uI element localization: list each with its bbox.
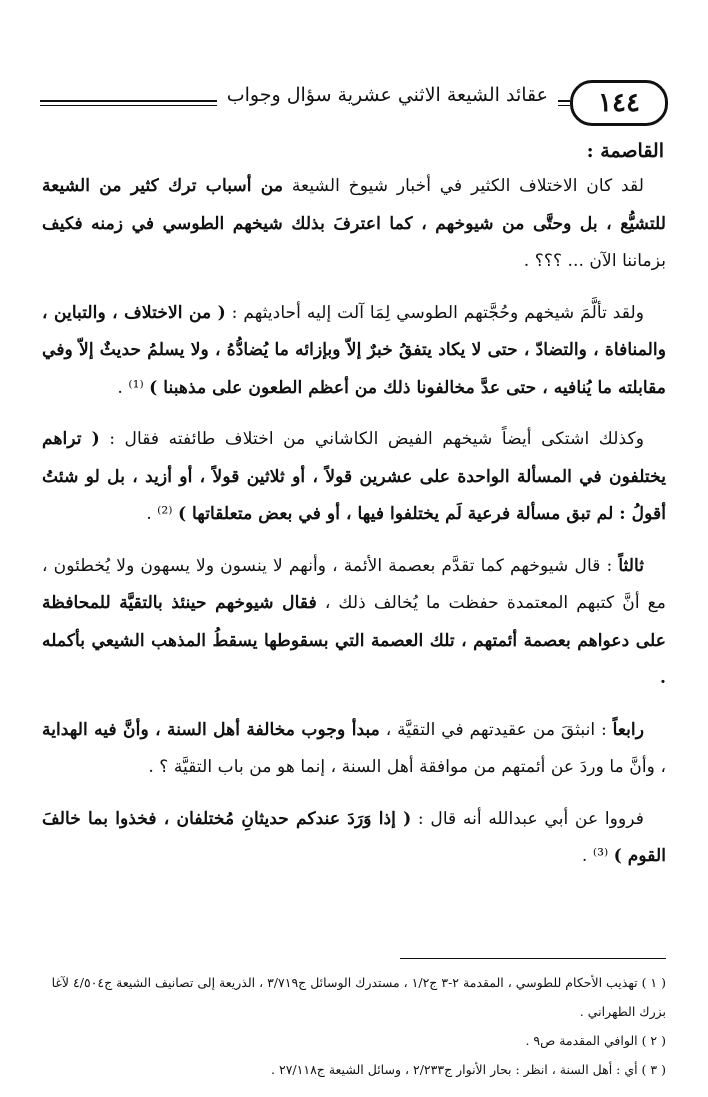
paragraph (42, 421, 666, 534)
bold-text: فقال شيوخهم حينئذ بالتقيَّة للمحافظة على دعواهم بعصمة أئمتهم ، تلك العصمة التي بسقوطها يسقطُ المذهب الشيعي بأكمله . (42, 593, 666, 688)
text-run: ولقد تألَّمَ شيخهم وحُجَّتهم الطوسي لِمَا آلت إليه أحاديثهم : (225, 302, 644, 323)
footnotes (42, 968, 666, 1084)
bold-text: من أسباب ترك كثير من الشيعة للتشيُّع ، بل وحتَّى من شيوخهم ، كما اعترفَ بذلك شيخهم الطوسي في زمنه فكيف (42, 176, 666, 234)
text-run: ⁽¹⁾ . (117, 377, 150, 398)
text-run: ، وأنَّ ما وردَ عن أئمتهم من موافقة أهل السنة ، إنما هو من باب التقيَّة ؟ . (148, 757, 666, 777)
paragraph (42, 168, 666, 281)
paragraphs (42, 168, 666, 876)
paragraph (42, 548, 666, 698)
text-run: : قال شيوخهم كما تقدَّم بعصمة الأئمة ، وأنهم لا ينسون ولا يسهون ولا يُخطئون ، مع أنَّ كتبهم المعتمدة حفظت ما يُخالف ذلك ، (42, 555, 666, 613)
text-run: فرووا عن أبي عبدالله أنه قال : (411, 808, 644, 829)
text-run: ⁽³⁾ . (581, 846, 614, 866)
bold-text: ( من الاختلاف ، والتباين ، والمنافاة ، والتضادّ ، حتى لا يكاد يتفقُ خبرٌ إلاّ وبإزائه ما يُضادُّهُ ، ولا يسلمُ حديثٌ إلاّ وفي مقابلته ما يُنافيه ، حتى عدَّ مخالفونا ذلك من أعظم الطعون على مذهبنا ) (42, 302, 666, 398)
bold-text: رابعاً (612, 719, 644, 740)
paragraph (42, 801, 666, 876)
page-header (40, 80, 668, 128)
footnote: ( ٣ ) أي : أهل السنة ، انظر : بحار الأنوار ج٢/٢٣٣ ، وسائل الشيعة ج٢٧/١١٨ . (271, 1062, 666, 1077)
footnote-separator (400, 958, 666, 959)
paragraph (42, 295, 666, 408)
text-run: لقد كان الاختلاف الكثير في أخبار شيوخ الشيعة (283, 176, 644, 196)
bold-text: ثالثاً (618, 555, 644, 576)
bold-text: ( إذا وَرَدَ عندكم حديثانِ مُختلفان ، فخذوا بما خالفَ القوم ) (42, 808, 666, 866)
body-text (42, 140, 666, 890)
paragraph (42, 712, 666, 787)
text-run: : انبثقَ من عقيدتهم في التقيَّة ، (379, 719, 613, 740)
footnote: ( ٢ ) الوافي المقدمة ص٩ . (525, 1033, 666, 1048)
bold-text: مبدأ وجوب مخالفة أهل السنة ، وأنَّ فيه الهداية (42, 719, 380, 740)
bold-text: ( تراهم يختلفون في المسألة الواحدة على عشرين قولاً ، أو ثلاثين قولاً ، أو أزيد ، بل لو شئتُ أقولُ : لم تبق مسألة فرعية لَم يختلفوا فيها ، أو في بعض متعلقاتها ) (42, 429, 666, 524)
text-run: بزماننا الآن ... ؟؟؟ . (523, 251, 666, 271)
text-run: وكذلك اشتكى أيضاً شيخهم الفيض الكاشاني من اختلاف طائفته فقال : (99, 429, 644, 449)
book-title: عقائد الشيعة الاثني عشرية سؤال وجواب (217, 84, 558, 106)
footnote: ( ١ ) تهذيب الأحكام للطوسي ، المقدمة ٢-٣ ج١/٢ ، مستدرك الوسائل ج٣/٧١٩ ، الذريعة إلى تصانيف الشيعة ج٤/٥٠٤ لآغا بزرك الطهراني . (51, 975, 666, 1019)
section-title: القاصمة : (586, 140, 664, 162)
page-number: ١٤٤ (570, 80, 668, 126)
text-run: ⁽²⁾ . (146, 504, 178, 524)
